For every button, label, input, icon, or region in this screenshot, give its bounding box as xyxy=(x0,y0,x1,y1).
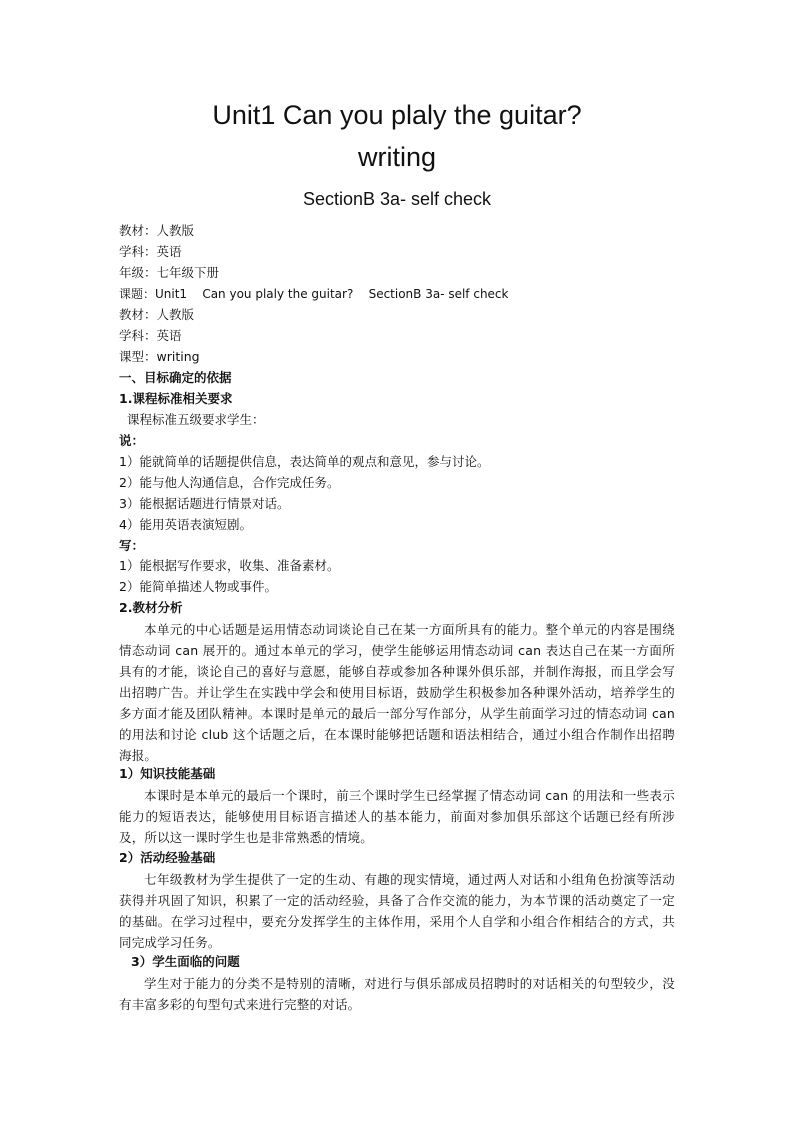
document-subtitle: writing xyxy=(357,142,437,172)
meta-grade: 年级：七年级下册 xyxy=(119,265,220,280)
write-item: 1）能根据写作要求，收集、准备素材。 xyxy=(119,558,340,573)
paragraph-activity-basis: 七年级教材为学生提供了一定的生动、有趣的现实情境，通过两人对话和小组角色扮演等活动获得并巩固了知识，积累了一定的活动经验，具备了合作交流的能力，为本节课的活动奠定了一定的基础。在学习过程中，要充分发挥学生的主体作用，采用个人自学和小组合作相结合的方式，共同完成学习任务。 xyxy=(119,872,675,950)
heading-basis: 一、目标确定的依据 xyxy=(119,370,232,385)
paragraph-textbook-analysis: 本单元的中心话题是运用情态动词谈论自己在某一方面所具有的能力。整个单元的内容是围绕情态动词 can 展开的。通过本单元的学习，使学生能够运用情态动词 can 表达自己在某一方面所具有的才能，谈论自己的喜好与意愿，能够自荐或参加各种课外俱乐部，并制作海报，而且学会写出招聘广告。并让学生在实践中学会和使用目标语，鼓励学生积极参加各种课外活动，培养学生的多方面才能及团队精神。本课时是单元的最后一部分写作部分，从学生前面学习过的情态动词 can 的用法和讨论 club 这个话题之后，在本课时能够把话题和语法相结合，通过小组合作制作出招聘海报。 xyxy=(119,622,675,763)
speak-label: 说： xyxy=(119,433,145,448)
speak-item: 3）能根据话题进行情景对话。 xyxy=(119,496,290,511)
heading-student-problems: 3）学生面临的问题 xyxy=(131,954,240,969)
speak-item: 4）能用英语表演短剧。 xyxy=(119,517,252,532)
document-title: Unit1 Can you plaly the guitar? xyxy=(212,100,582,130)
section-title: SectionB 3a- self check xyxy=(302,189,492,209)
meta-lesson-type: 课型：writing xyxy=(119,349,200,364)
paragraph-knowledge-basis: 本课时是本单元的最后一个课时，前三个课时学生已经掌握了情态动词 can 的用法和一些表示能力的短语表达，能够使用目标语言描述人的基本能力，前面对参加俱乐部这个话题已经有所涉及，所以这一课时学生也是非常熟悉的情境。 xyxy=(119,788,675,845)
curriculum-intro: 课程标准五级要求学生： xyxy=(127,412,265,427)
heading-curriculum: 1.课程标准相关要求 xyxy=(119,391,233,406)
heading-knowledge-basis: 1）知识技能基础 xyxy=(119,766,216,781)
meta-textbook: 教材：人教版 xyxy=(119,223,195,238)
speak-item: 1）能就简单的话题提供信息，表达简单的观点和意见，参与讨论。 xyxy=(119,454,490,469)
meta-subject-2: 学科：英语 xyxy=(119,328,182,343)
paragraph-student-problems: 学生对于能力的分类不是特别的清晰，对进行与俱乐部成员招聘时的对话相关的句型较少，没有丰富多彩的句型句式来进行完整的对话。 xyxy=(119,976,675,1012)
meta-topic: 课题：Unit1 Can you plaly the guitar? SectionB 3a- self check xyxy=(119,287,509,301)
speak-item: 2）能与他人沟通信息，合作完成任务。 xyxy=(119,475,340,490)
write-label: 写： xyxy=(119,538,145,553)
heading-textbook-analysis: 2.教材分析 xyxy=(119,600,183,615)
meta-subject: 学科：英语 xyxy=(119,244,182,259)
write-item: 2）能简单描述人物或事件。 xyxy=(119,579,277,594)
heading-activity-basis: 2）活动经验基础 xyxy=(119,850,216,865)
meta-textbook-2: 教材：人教版 xyxy=(119,307,195,322)
